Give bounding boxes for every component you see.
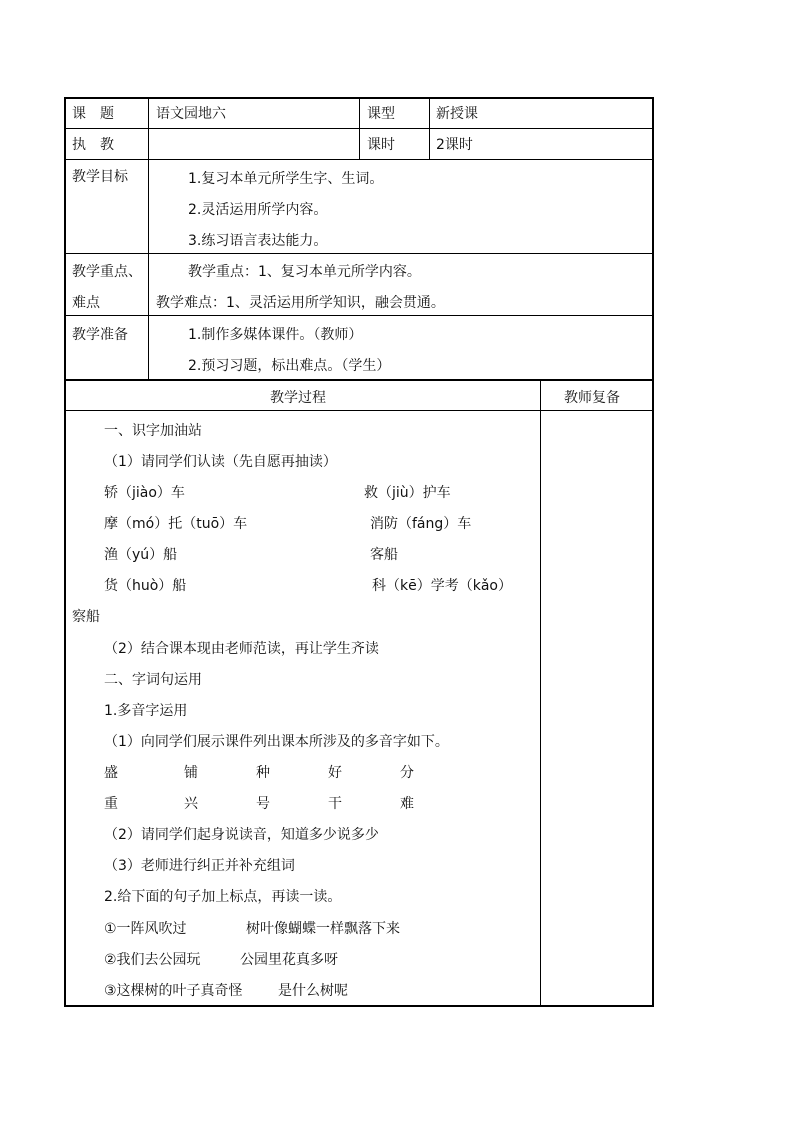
prep-label: 教学准备: [72, 327, 128, 343]
prep-item: 2.预习习题，标出难点。（学生）: [188, 358, 391, 374]
sentence-part: 树叶像蝴蝶一样飘落下来: [246, 921, 400, 937]
polyphone-char: 难: [400, 796, 414, 812]
topic-value: 语文园地六: [156, 106, 226, 122]
hours-value: 2课时: [436, 137, 473, 153]
table-border-left: [64, 97, 66, 1007]
step-text: （1）向同学们展示课件列出课本所涉及的多音字如下。: [104, 734, 449, 750]
process-header: 教学过程: [270, 390, 326, 406]
vocab-item: 渔（yú）船: [104, 547, 178, 563]
sentence-part: ①一阵风吹过: [104, 921, 187, 937]
polyphone-char: 干: [328, 796, 342, 812]
sentence-part: 是什么树呢: [278, 983, 348, 999]
step-text: （1）请同学们认读（先自愿再抽读）: [104, 454, 337, 470]
polyphone-char: 铺: [184, 765, 198, 781]
vocab-item: 救（jiù）护车: [364, 485, 451, 501]
goal-item: 3.练习语言表达能力。: [188, 233, 328, 249]
table-border-bottom: [64, 1005, 654, 1007]
sentence-part: 公园里花真多呀: [240, 952, 338, 968]
step-text: （2）请同学们起身说读音，知道多少说多少: [104, 827, 379, 843]
row-divider: [64, 253, 654, 254]
vocab-item: 货（huò）船: [104, 578, 187, 594]
goal-item: 1.复习本单元所学生字、生词。: [188, 171, 384, 187]
step-text: （2）结合课本现由老师范读，再让学生齐读: [104, 641, 379, 657]
table-border-right: [652, 97, 654, 1007]
polyphone-char: 好: [328, 765, 342, 781]
goals-label: 教学目标: [72, 169, 128, 185]
hours-label: 课时: [367, 137, 395, 153]
vocab-item: 客船: [370, 547, 398, 563]
key-point-text: 教学重点：1、复习本单元所学内容。: [188, 264, 421, 280]
polyphone-char: 分: [400, 765, 414, 781]
difficulty-text: 教学难点：1、灵活运用所学知识，融会贯通。: [156, 295, 445, 311]
topic-label: 课 题: [72, 106, 114, 122]
lesson-plan-table: [64, 97, 654, 1007]
type-value: 新授课: [436, 106, 478, 122]
type-label: 课型: [367, 106, 395, 122]
polyphone-char: 兴: [184, 796, 198, 812]
polyphone-char: 重: [104, 796, 118, 812]
section-title: 二、字词句运用: [104, 672, 202, 688]
polyphone-char: 号: [256, 796, 270, 812]
vocab-item: 摩（mó）托（tuō）车: [104, 516, 248, 532]
polyphone-char: 种: [256, 765, 270, 781]
review-header: 教师复备: [564, 390, 620, 406]
keypoints-label: 教学重点、: [72, 264, 142, 280]
goal-item: 2.灵活运用所学内容。: [188, 202, 328, 218]
col-divider: [148, 97, 149, 380]
sentence-part: ②我们去公园玩: [104, 952, 201, 968]
row-divider: [64, 379, 654, 381]
vocab-item: 科（kē）学考（kǎo）: [372, 578, 512, 594]
step-text: （3）老师进行纠正并补充组词: [104, 858, 295, 874]
col-divider: [540, 380, 541, 1006]
teacher-label: 执 教: [72, 137, 114, 153]
col-divider: [429, 97, 430, 160]
row-divider: [64, 410, 654, 411]
row-divider: [64, 315, 654, 316]
prep-item: 1.制作多媒体课件。（教师）: [188, 327, 363, 343]
col-divider: [359, 97, 360, 160]
vocab-wrap: 察船: [72, 609, 100, 625]
subsection-title: 1.多音字运用: [104, 703, 188, 719]
subsection-title: 2.给下面的句子加上标点，再读一读。: [104, 889, 342, 905]
vocab-item: 轿（jiào）车: [104, 485, 185, 501]
keypoints-label-cont: 难点: [72, 295, 100, 311]
vocab-item: 消防（fáng）车: [370, 516, 472, 532]
polyphone-char: 盛: [104, 765, 118, 781]
section-title: 一、识字加油站: [104, 423, 202, 439]
sentence-part: ③这棵树的叶子真奇怪: [104, 983, 243, 999]
